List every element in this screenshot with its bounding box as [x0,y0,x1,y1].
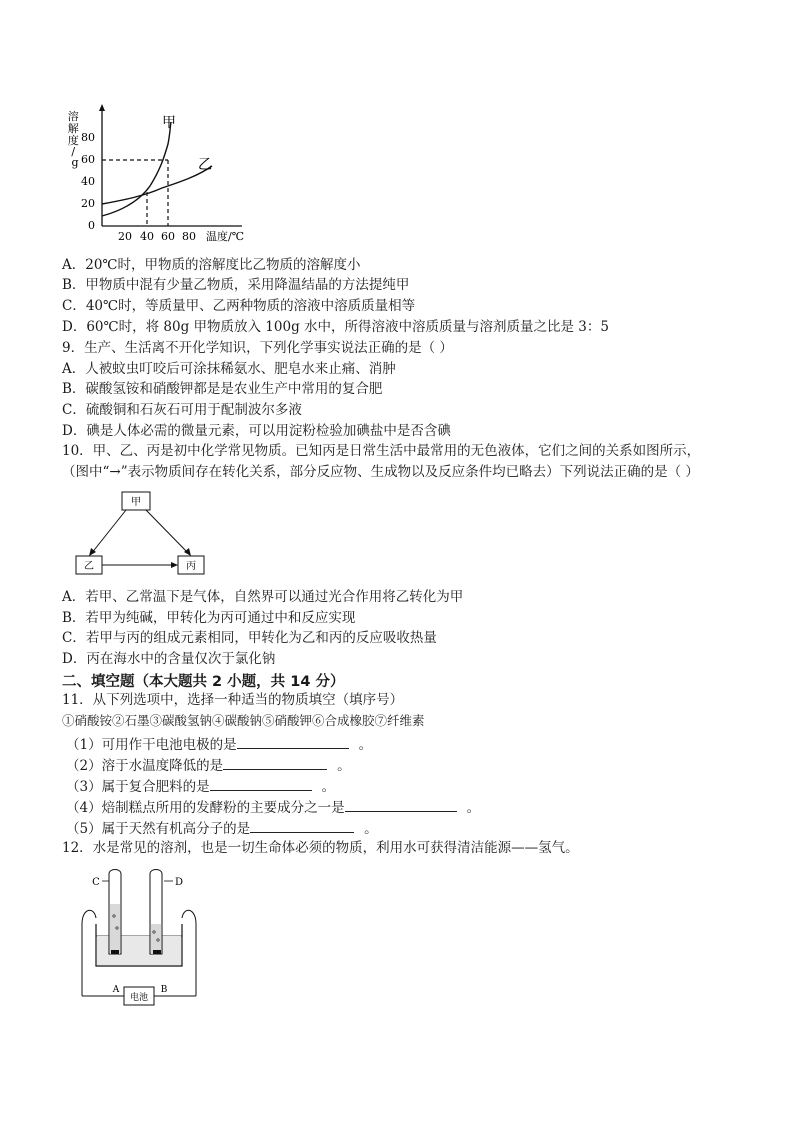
tube-d-label: D [174,877,184,888]
q10-stem-line1: 10．甲、乙、丙是初中化学常见物质。已知丙是日常生活中最常用的无色液体，它们之间的关系如图所示， [62,443,701,459]
q11-blank-5-row [66,818,378,838]
y-axis-arrow [99,104,105,111]
q11-blank-5[interactable] [250,818,354,833]
x-axis-label: 温度/℃ [205,230,245,243]
y-label-char-2: 解 [67,122,79,135]
y-tick-20: 20 [81,197,95,210]
y-label-char-3: 度 [67,134,79,147]
q9-option-d: D．碘是人体必需的微量元素，可以用淀粉检验加碘盐中是否含碘 [62,423,451,439]
x-tick-40: 40 [140,230,154,243]
q8-option-c: C．40℃时，等质量甲、乙两种物质的溶液中溶质质量相等 [62,298,416,314]
holder-left [82,910,96,924]
tube-d-water [151,924,161,954]
y-tick-60: 60 [81,153,95,166]
q12-stem: 12．水是常见的溶剂，也是一切生命体必须的物质，利用水可获得清洁能源——氢气。 [62,840,579,856]
q11-blank-5-text: （5）属于天然有机高分子的是 [66,821,251,837]
q11-blank-5-end: 。 [364,821,378,837]
q8-option-a: A．20℃时，甲物质的溶解度比乙物质的溶解度小 [62,257,361,273]
q10-option-a: A．若甲、乙常温下是气体，自然界可以通过光合作用将乙转化为甲 [62,589,464,605]
electrode-a [111,950,119,954]
q11-blank-2[interactable] [223,755,327,770]
section-2-title: 二、填空题（本大题共 2 小题，共 14 分） [62,674,345,690]
arrow-jia-to-yi [91,510,126,554]
q11-blank-1[interactable] [237,734,349,749]
solubility-graph [62,104,262,244]
y-tick-80: 80 [81,131,95,144]
box-bing-label: 丙 [186,561,196,572]
electrode-b [153,950,161,954]
q11-choices: ①硝酸铵②石墨③碳酸氢钠④碳酸钠⑤硝酸钾⑥合成橡胶⑦纤维素 [62,713,425,728]
q11-blank-3[interactable] [210,776,312,791]
tube-c-label: C [92,877,100,888]
q11-blank-2-row [66,755,351,775]
x-tick-20: 20 [118,230,132,243]
q9-option-b: B．碳酸氢铵和硝酸钾都是是农业生产中常用的复合肥 [62,381,383,397]
y-tick-0: 0 [88,219,95,232]
tube-c-water [110,904,120,954]
q9-option-c: C．硫酸铜和石灰石可用于配制波尔多液 [62,402,302,418]
curve-yi-label: 乙 [198,157,212,173]
q11-blank-3-end: 。 [321,779,336,795]
electrolysis-apparatus-svg [76,866,226,1011]
arrowhead-yi-bing [171,562,178,568]
x-tick-80: 80 [182,230,196,243]
x-tick-60: 60 [161,230,175,243]
q10-option-c: C．若甲与丙的组成元素相同，甲转化为乙和丙的反应吸收热量 [62,630,437,646]
q11-blank-4[interactable] [345,797,457,812]
q11-stem: 11．从下列选项中，选择一种适当的物质填空（填序号） [62,692,404,708]
solubility-graph-svg [62,104,262,244]
battery-label: 电池 [129,993,149,1003]
q10-option-b: B．若甲为纯碱，甲转化为丙可通过中和反应实现 [62,610,356,626]
q11-blank-4-text: （4）焙制糕点所用的发酵粉的主要成分之一是 [66,800,345,816]
q8-option-b: B．甲物质中混有少量乙物质，采用降温结晶的方法提纯甲 [62,277,410,293]
arrowhead-bing [184,548,191,556]
q10-stem-line2: （图中“→”表示物质间存在转化关系，部分反应物、生成物以及反应条件均已略去）下列说法正确的是（ ） [62,464,699,480]
q11-blank-1-text: （1）可用作干电池电极的是 [66,737,237,753]
q11-blank-2-text: （2）溶于水温度降低的是 [66,758,224,774]
holder-right [182,910,196,924]
box-jia-label: 甲 [131,497,141,508]
y-label-char-4: / [71,145,76,158]
q11-blank-4-end: 。 [466,800,481,816]
q9-stem: 9．生产、生活离不开化学知识，下列化学事实说法正确的是（ ） [62,340,453,356]
q11-blank-2-end: 。 [337,758,351,774]
conversion-diagram-svg [72,490,212,578]
q9-option-a: A．人被蚊虫叮咬后可涂抹稀氨水、肥皂水来止痛、消肿 [62,361,396,377]
q11-blank-3-row [66,776,335,796]
terminal-b-label: B [160,985,168,995]
curve-jia-label: 甲 [162,115,176,131]
q11-blank-1-row [66,734,372,754]
arrow-jia-to-bing [146,510,189,554]
q8-option-d: D．60℃时，将 80g 甲物质放入 100g 水中，所得溶液中溶质质量与溶剂质量之比是 3：5 [62,319,609,335]
electrolysis-apparatus [76,866,226,1011]
y-tick-40: 40 [81,175,95,188]
y-label-char-1: 溶 [67,110,79,123]
q11-blank-4-row [66,797,480,817]
q11-blank-3-text: （3）属于复合肥料的是 [66,779,210,795]
terminal-a-label: A [112,985,120,995]
q11-blank-1-end: 。 [358,737,373,753]
box-yi-label: 乙 [84,561,94,572]
conversion-diagram [72,490,212,578]
q10-option-d: D．丙在海水中的含量仅次于氯化钠 [62,651,276,667]
y-label-char-5: g [71,156,79,169]
